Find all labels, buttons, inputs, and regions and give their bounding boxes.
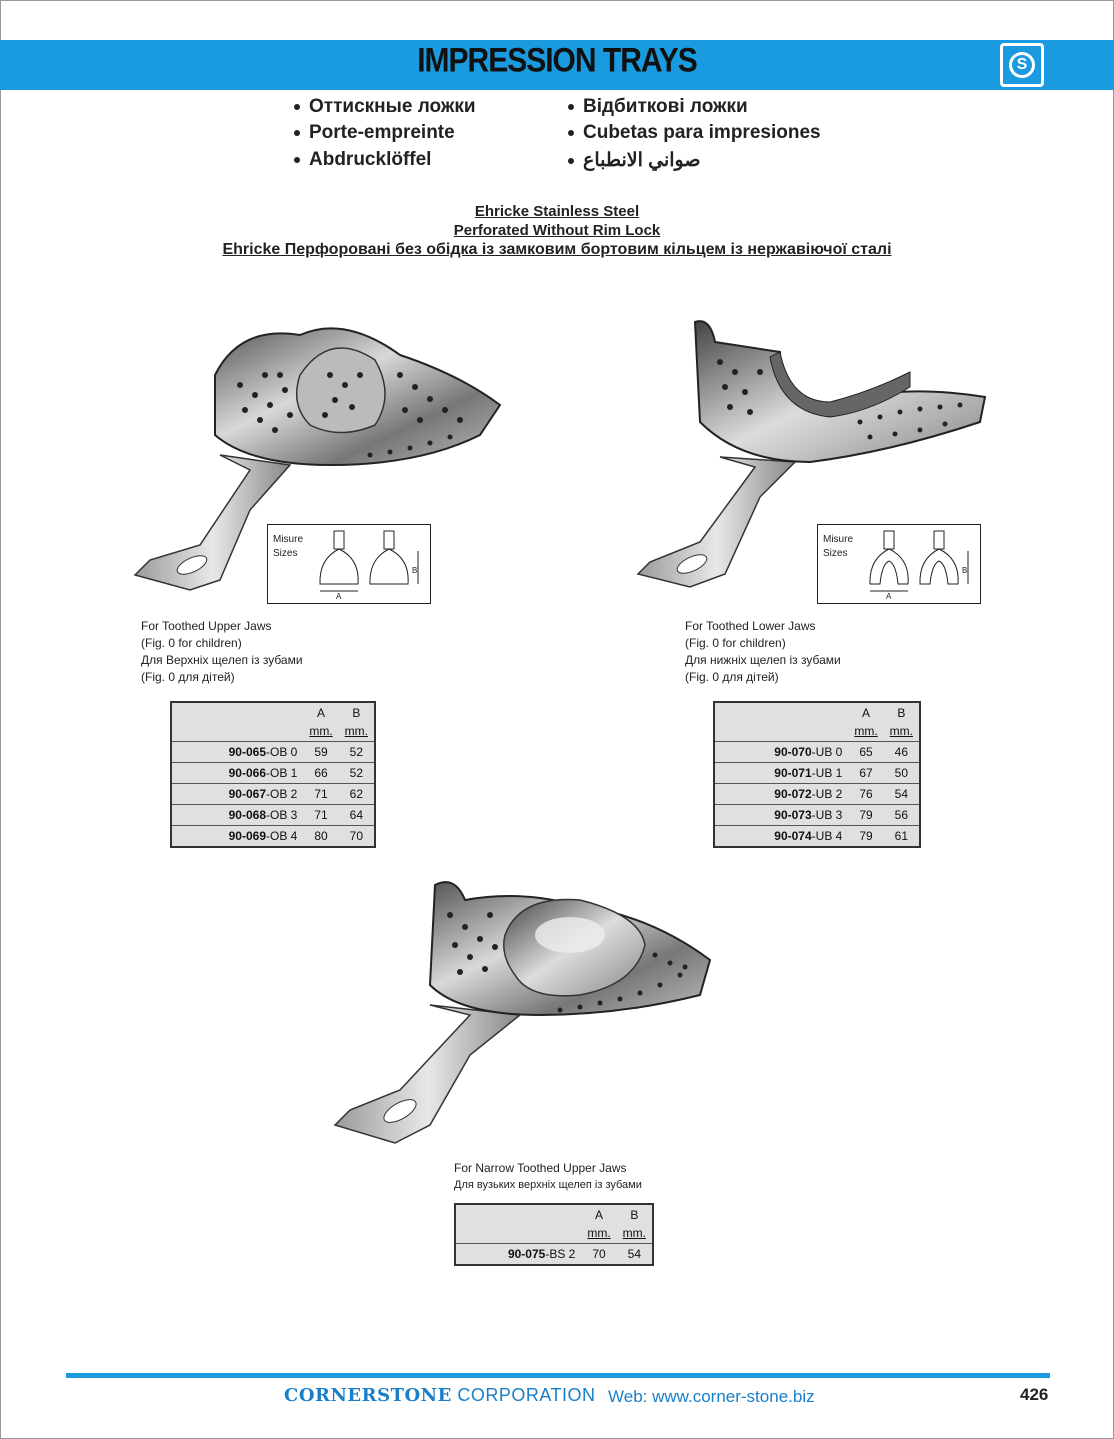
lang-fr: Porte-empreinte — [294, 122, 455, 144]
table-row: 90-073-UB 3 79 56 — [714, 805, 920, 826]
company-logo — [1000, 43, 1044, 87]
lang-de: Abdrucklöffel — [294, 149, 431, 171]
lang-es: Cubetas para impresiones — [568, 122, 821, 144]
svg-text:A: A — [336, 592, 342, 599]
footer-web-link[interactable]: Web: www.corner-stone.biz — [608, 1387, 815, 1406]
subtitle-material: Ehricke Stainless Steel — [474, 203, 640, 220]
upper-caption: For Toothed Upper Jaws (Fig. 0 for children) Для Верхніх щелеп із зубами (Fig. 0 для дітей) — [141, 619, 303, 684]
subtitle-type: Perforated Without Rim Lock — [453, 222, 661, 239]
table-row: 90-066-OB 1 66 52 — [171, 763, 375, 784]
table-row: 90-065-OB 0 59 52 — [171, 742, 375, 763]
table-row: 90-070-UB 0 65 46 — [714, 742, 920, 763]
table-row: 90-069-OB 4 80 70 — [171, 826, 375, 848]
lang-ru: Оттискные ложки — [294, 96, 476, 118]
upper-size-table: A B mm. mm. 90-065-OB 0 59 52 90-066-OB 1 66 52 90-067-OB 2 71 62 90-068-OB 3 71 64 90-069-OB 4 80 70 — [170, 701, 376, 848]
page-title: IMPRESSION TRAYS — [417, 41, 697, 80]
lang-uk: Відбиткові ложки — [568, 96, 748, 118]
measure-label: Misure Sizes — [823, 534, 854, 559]
lower-caption: For Toothed Lower Jaws (Fig. 0 for children) Для нижніх щелеп із зубами (Fig. 0 для дітей) — [685, 619, 841, 684]
table-row: 90-075-BS 2 70 54 — [455, 1244, 653, 1266]
upper-measure-shape — [314, 529, 426, 599]
table-row: 90-067-OB 2 71 62 — [171, 784, 375, 805]
measure-label: Misure Sizes — [273, 534, 304, 559]
table-row: 90-072-UB 2 76 54 — [714, 784, 920, 805]
page-number: 426 — [1020, 1385, 1049, 1404]
svg-text:B: B — [962, 566, 968, 575]
narrow-tray-image — [320, 875, 720, 1155]
footer-divider — [66, 1373, 1050, 1378]
table-row: 90-068-OB 3 71 64 — [171, 805, 375, 826]
logo-letter: S — [1016, 56, 1028, 73]
lower-measure-diagram — [817, 524, 981, 604]
narrow-size-table: A B mm. mm. 90-075-BS 2 70 54 — [454, 1203, 654, 1266]
logo-ring — [1009, 52, 1035, 78]
table-row: 90-074-UB 4 79 61 — [714, 826, 920, 848]
upper-measure-diagram — [267, 524, 431, 604]
lang-ar: صواني الانطباع — [568, 149, 700, 172]
subtitle-ukrainian: Ehricke Перфоровані без обідка із замковим бортовим кільцем із нержавіючої сталі — [222, 241, 892, 258]
narrow-caption: For Narrow Toothed Upper Jaws Для вузьких верхніх щелеп із зубами — [454, 1161, 642, 1191]
svg-text:A: A — [886, 592, 892, 599]
table-row: 90-071-UB 1 67 50 — [714, 763, 920, 784]
lower-measure-shape — [864, 529, 976, 599]
lower-size-table: A B mm. mm. 90-070-UB 0 65 46 90-071-UB 1 67 50 90-072-UB 2 76 54 90-073-UB 3 79 56 90-074-UB 4 79 61 — [713, 701, 921, 848]
svg-text:B: B — [412, 566, 418, 575]
footer-company: CORNERSTONE CORPORATION — [284, 1385, 596, 1406]
